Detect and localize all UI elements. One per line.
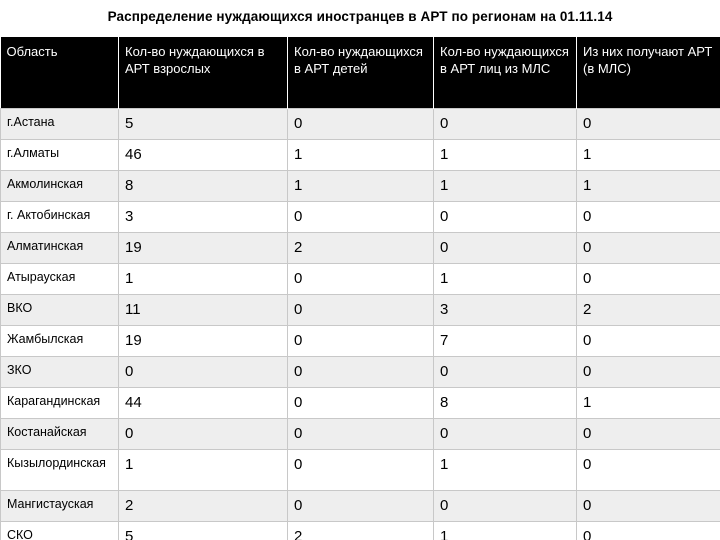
cell-children: 1 [288,170,434,201]
cell-region: Мангистауская [1,490,119,521]
cell-receiving-art: 1 [577,170,720,201]
table-row [1,356,720,387]
cell-mls: 7 [434,325,577,356]
cell-adults: 11 [119,294,288,325]
header-children: Кол-во нуждающихся в АРТ детей [288,37,434,108]
cell-receiving-art: 0 [577,325,720,356]
table-header [1,37,720,108]
cell-children: 0 [288,387,434,418]
cell-children: 0 [288,490,434,521]
cell-mls: 0 [434,201,577,232]
cell-receiving-art: 0 [577,449,720,490]
table-row [1,521,720,540]
cell-children: 0 [288,201,434,232]
cell-mls: 3 [434,294,577,325]
cell-adults: 44 [119,387,288,418]
cell-children: 0 [288,356,434,387]
table-row [1,201,720,232]
cell-region: Алматинская [1,232,119,263]
cell-receiving-art: 0 [577,201,720,232]
cell-region: Жамбылская [1,325,119,356]
header-receiving-art: Из них получают АРТ (в МЛС) [577,37,720,108]
cell-receiving-art: 0 [577,521,720,540]
cell-region: ВКО [1,294,119,325]
cell-mls: 1 [434,449,577,490]
table-row [1,418,720,449]
table-row [1,232,720,263]
cell-children: 1 [288,139,434,170]
cell-children: 0 [288,108,434,139]
cell-children: 0 [288,294,434,325]
table-row [1,387,720,418]
cell-adults: 19 [119,232,288,263]
cell-mls: 1 [434,521,577,540]
cell-receiving-art: 0 [577,108,720,139]
cell-adults: 19 [119,325,288,356]
cell-adults: 3 [119,201,288,232]
cell-region: Атырауская [1,263,119,294]
table-body [1,108,720,540]
cell-receiving-art: 0 [577,418,720,449]
cell-adults: 8 [119,170,288,201]
cell-region: Карагандинская [1,387,119,418]
cell-children: 0 [288,449,434,490]
cell-mls: 8 [434,387,577,418]
cell-mls: 0 [434,232,577,263]
header-adults: Кол-во нуждающихся в АРТ взрослых [119,37,288,108]
cell-region: СКО [1,521,119,540]
cell-receiving-art: 0 [577,356,720,387]
table-row [1,325,720,356]
cell-mls: 1 [434,170,577,201]
cell-children: 0 [288,418,434,449]
header-mls: Кол-во нуждающихся в АРТ лиц из МЛС [434,37,577,108]
cell-adults: 46 [119,139,288,170]
cell-children: 2 [288,521,434,540]
cell-mls: 1 [434,263,577,294]
cell-receiving-art: 1 [577,139,720,170]
cell-receiving-art: 0 [577,232,720,263]
cell-children: 0 [288,325,434,356]
cell-adults: 0 [119,418,288,449]
cell-mls: 0 [434,490,577,521]
header-region: Область [1,37,119,108]
cell-adults: 1 [119,263,288,294]
table-row [1,294,720,325]
cell-adults: 5 [119,521,288,540]
cell-region: Кызылординская [1,449,119,490]
table-row [1,263,720,294]
table-row [1,449,720,490]
cell-region: г.Астана [1,108,119,139]
data-table [0,37,720,540]
cell-receiving-art: 0 [577,263,720,294]
page-title: Распределение нуждающихся иностранцев в АРТ по регионам на 01.11.14 [107,9,613,24]
cell-mls: 1 [434,139,577,170]
cell-receiving-art: 0 [577,490,720,521]
table-row [1,108,720,139]
cell-mls: 0 [434,356,577,387]
cell-mls: 0 [434,418,577,449]
table-row [1,139,720,170]
cell-mls: 0 [434,108,577,139]
cell-children: 0 [288,263,434,294]
cell-children: 2 [288,232,434,263]
cell-region: Акмолинская [1,170,119,201]
cell-region: г. Актобинская [1,201,119,232]
cell-adults: 2 [119,490,288,521]
table-row [1,170,720,201]
cell-region: Костанайская [1,418,119,449]
table-row [1,490,720,521]
cell-receiving-art: 1 [577,387,720,418]
cell-adults: 0 [119,356,288,387]
cell-region: ЗКО [1,356,119,387]
cell-receiving-art: 2 [577,294,720,325]
cell-adults: 1 [119,449,288,490]
header-row [1,37,720,108]
cell-region: г.Алматы [1,139,119,170]
cell-adults: 5 [119,108,288,139]
